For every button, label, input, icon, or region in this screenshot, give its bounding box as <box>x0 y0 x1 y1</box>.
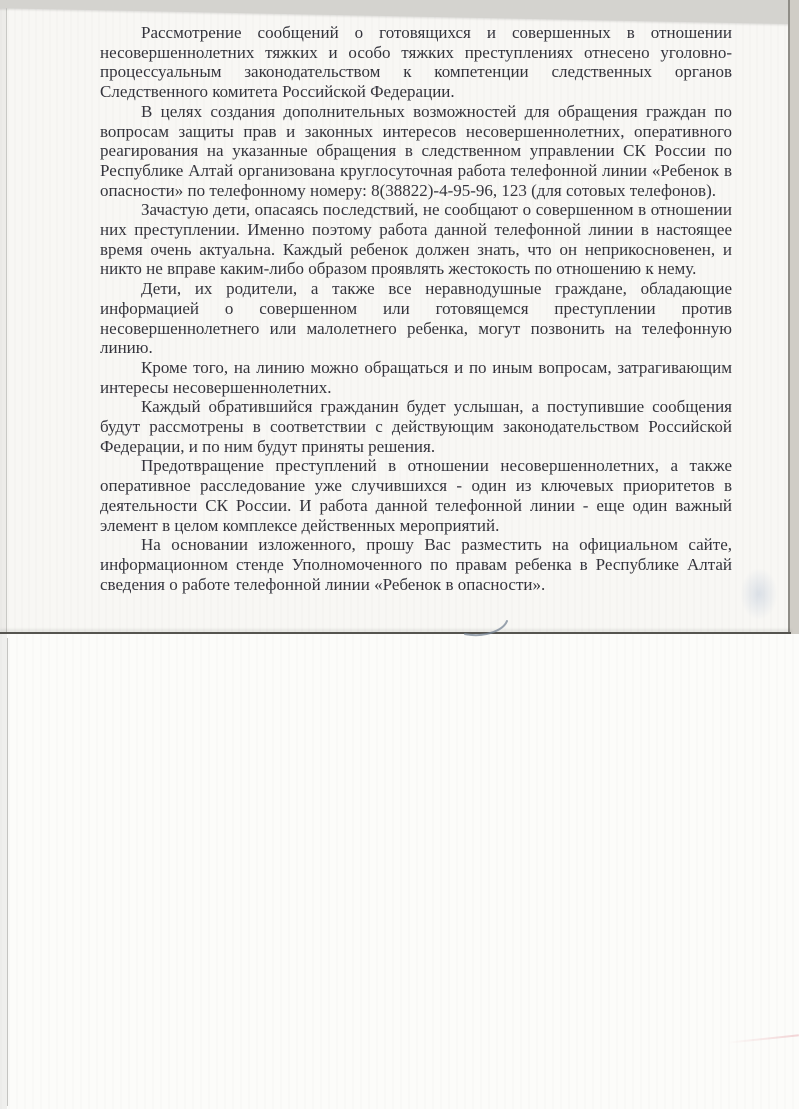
blank-page-left-edge <box>7 638 8 1106</box>
ink-smudge <box>733 558 785 630</box>
paragraph: Рассмотрение сообщений о готовящихся и совершенных в отношении несовершеннолетних тяжких и особо тяжких преступлениях отнесено уголовно-процессуальным законодательством к компетенции следственных органов Следственного комитета Российской Федерации. <box>100 23 732 102</box>
paragraph: Предотвращение преступлений в отношении несовершеннолетних, а также оперативное расследование уже случившихся - один из ключевых приоритетов в деятельности СК России. И работа данной телефонной линии - еще один важный элемент в целом комплексе действенных мероприятий. <box>100 456 732 535</box>
page-left-edge <box>6 6 7 633</box>
pen-stroke-mark <box>455 614 517 644</box>
paragraph: Дети, их родители, а также все неравнодушные граждане, обладающие информацией о совершенном или готовящемся преступлении против несовершеннолетнего или малолетнего ребенка, могут позвонить на телефонную линию. <box>100 279 732 358</box>
blank-page-left-shade <box>0 634 7 1109</box>
paragraph: Кроме того, на линию можно обращаться и по иным вопросам, затрагивающим интересы несовершеннолетних. <box>100 357 732 397</box>
paragraph: В целях создания дополнительных возможностей для обращения граждан по вопросам защиты прав и законных интересов несовершеннолетних, оперативного реагирования на указанные обращения в следственном управлении СК России по Республике Алтай организована круглосуточная работа телефонной линии «Ребенок в опасности» по телефонному номеру: 8(38822)-4-95-96, 123 (для сотовых телефонов). <box>100 101 732 200</box>
paragraph: Зачастую дети, опасаясь последствий, не сообщают о совершенном в отношении них преступлении. Именно поэтому работа данной телефонной линии в настоящее время очень актуальна. Каждый ребенок должен знать, что он неприкосновенен, и никто не вправе каким-либо образом проявлять жестокость по отношению к нему. <box>100 200 732 279</box>
letter-body <box>100 23 732 594</box>
scanned-page-with-text <box>0 6 791 633</box>
paragraph: Каждый обратившийся гражданин будет услышан, а поступившие сообщения будут рассмотрены в соответствии с действующим законодательством Российской Федерации, и по ним будут приняты решения. <box>100 397 732 456</box>
blank-page <box>0 634 799 1109</box>
paragraph: На основании изложенного, прошу Вас разместить на официальном сайте, информационном стенде Уполномоченного по правам ребенка в Республике Алтай сведения о работе телефонной линии «Ребенок в опасности». <box>100 535 732 594</box>
scanner-lid-right-gutter <box>790 0 799 634</box>
